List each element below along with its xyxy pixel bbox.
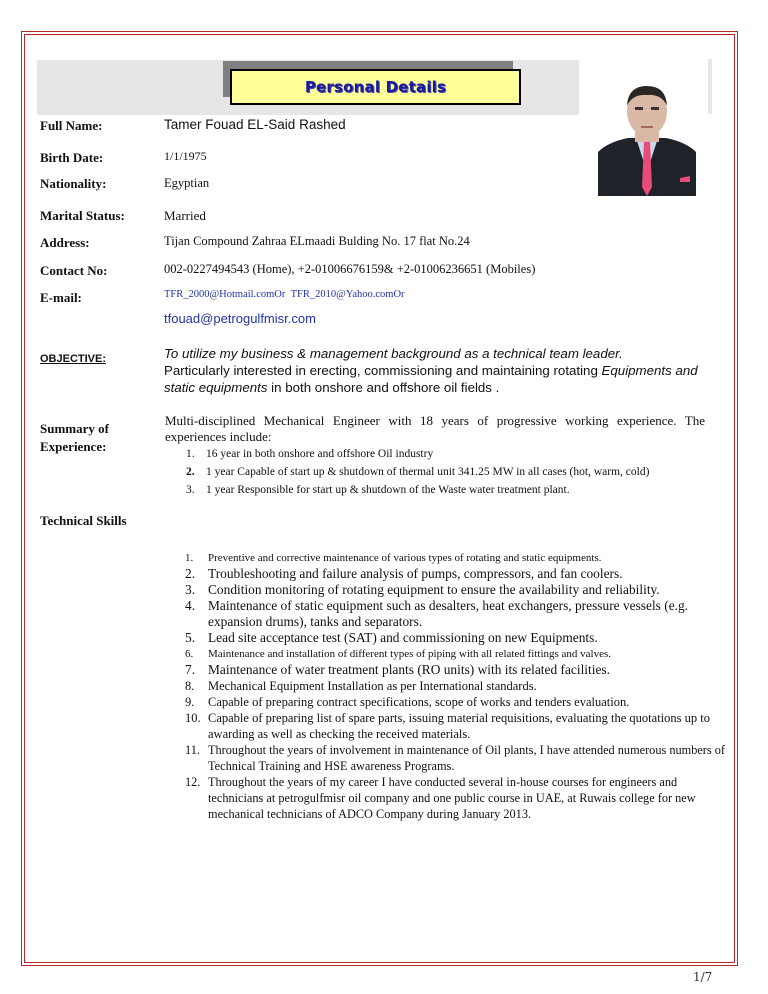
page-title: Personal Details xyxy=(304,78,447,96)
list-item: 2. Troubleshooting and failure analysis of pumps, compressors, and fan coolers. xyxy=(185,566,623,581)
birth-date-value: 1/1/1975 xyxy=(164,149,207,163)
list-item: 6. Maintenance and installation of different types of piping with all related fittings and valves. xyxy=(185,648,612,660)
contact-label: Contact No: xyxy=(40,263,108,278)
list-item: 7. Maintenance of water treatment plants (RO units) with its related facilities. xyxy=(185,662,610,677)
nationality-value: Egyptian xyxy=(164,176,210,190)
nationality-label: Nationality: xyxy=(40,176,107,191)
or-text: Or xyxy=(274,289,286,300)
contact-value: 002-0227494543 (Home), +2-01006676159& +2-01006236651 (Mobiles) xyxy=(164,262,536,276)
list-item: 5. Lead site acceptance test (SAT) and commissioning on new Equipments. xyxy=(185,630,598,645)
list-item: 2. 1 year Capable of start up & shutdown of thermal unit 341.25 MW in all cases (hot, warm, cold) xyxy=(186,466,650,478)
address-label: Address: xyxy=(40,235,90,250)
section-title-box xyxy=(230,69,521,105)
list-item: 1. 16 year in both onshore and offshore Oil industry xyxy=(186,448,434,460)
full-name-label: Full Name: xyxy=(40,118,103,133)
profile-photo xyxy=(598,82,696,196)
objective-text xyxy=(164,345,724,396)
list-item: 9. Capable of preparing contract specifications, scope of works and tenders evaluation. xyxy=(185,695,630,709)
list-item: 10. Capable of preparing list of spare parts, issuing material requisitions, evaluating the quotations up to awarding as well as checking the received materials. xyxy=(185,711,710,741)
technical-skills-label: Technical Skills xyxy=(40,513,127,528)
list-item: 11. Throughout the years of involvement in maintenance of Oil plants, I have attended numerous numbers of Technical Training and HSE awareness Programs. xyxy=(185,743,726,773)
summary-label: Summary of Experience: xyxy=(40,421,109,454)
email-petrogulf-link[interactable]: tfouad@petrogulfmisr.com xyxy=(164,311,316,326)
address-value: Tijan Compound Zahraa ELmaadi Bulding No. 17 flat No.24 xyxy=(164,234,470,248)
list-item: 4. Maintenance of static equipment such as desalters, heat exchangers, pressure vessels (e.g. expansion drums), tanks and separators. xyxy=(185,598,689,629)
birth-date-label: Birth Date: xyxy=(40,150,104,165)
list-item: 3. Condition monitoring of rotating equipment to ensure the availability and reliability. xyxy=(185,582,660,597)
full-name-value: Tamer Fouad EL-Said Rashed xyxy=(164,117,346,132)
list-item: 1. Preventive and corrective maintenance of various types of rotating and static equipments. xyxy=(185,552,602,564)
list-item: 8. Mechanical Equipment Installation as per International standards. xyxy=(185,679,537,693)
objective-label: OBJECTIVE: xyxy=(40,353,107,365)
objective-line-1: To utilize my business & management background as a technical team leader. xyxy=(164,346,623,361)
portrait-image xyxy=(598,82,696,196)
email-hotmail-link[interactable]: TFR_2000@Hotmail.com xyxy=(164,289,275,300)
objective-line-2: Particularly interested in erecting, commissioning and maintaining rotating Equipments and static equipments in both onshore and offshore oil fields . xyxy=(164,363,698,395)
email-line-1 xyxy=(164,289,405,300)
summary-intro: Multi-disciplined Mechanical Engineer with 18 years of progressive working experience. The experiences include: xyxy=(165,413,705,444)
header-divider xyxy=(708,59,712,114)
page-number: 1/7 xyxy=(693,970,713,984)
email-label: E-mail: xyxy=(40,290,82,305)
list-item: 3. 1 year Responsible for start up & shutdown of the Waste water treatment plant. xyxy=(186,484,570,496)
marital-status-value: Married xyxy=(164,208,206,223)
list-item: 12. Throughout the years of my career I have conducted several in-house courses for engineers and technicians at petrogulfmisr oil company and one public course in UAE, at Ruwais college for new mechanical technicians of ADCO Company during January 2013. xyxy=(185,775,696,821)
summary-list xyxy=(186,445,649,499)
email-yahoo-link[interactable]: TFR_2010@Yahoo.com xyxy=(290,289,394,300)
or-text: Or xyxy=(393,289,405,300)
technical-skills-list xyxy=(185,550,725,822)
marital-status-label: Marital Status: xyxy=(40,208,125,223)
